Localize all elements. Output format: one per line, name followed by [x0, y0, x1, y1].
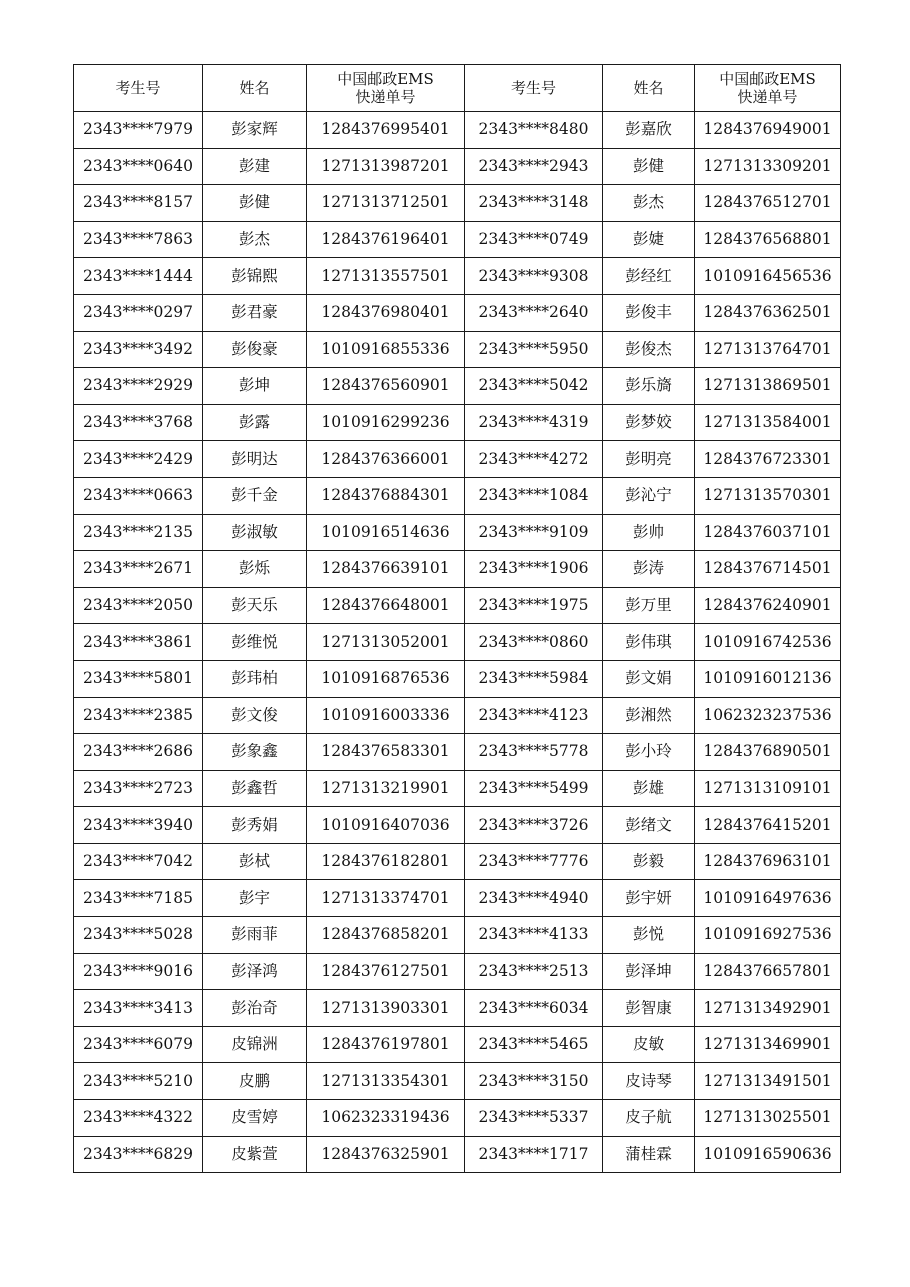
name-cell: 彭明达 — [203, 441, 307, 478]
table-row — [74, 807, 841, 844]
exam-id-cell: 2343****3940 — [74, 807, 203, 844]
ems-number-cell: 1284376583301 — [307, 734, 465, 771]
table-row — [74, 1136, 841, 1173]
name-cell: 彭俊丰 — [603, 294, 695, 331]
name-cell: 彭嘉欣 — [603, 112, 695, 149]
name-cell: 彭文娟 — [603, 660, 695, 697]
table-header — [74, 65, 841, 112]
exam-id-cell: 2343****0860 — [465, 624, 603, 661]
table-row — [74, 1026, 841, 1063]
exam-id-cell: 2343****0640 — [74, 148, 203, 185]
ems-number-cell: 1010916855336 — [307, 331, 465, 368]
ems-number-cell: 1284376037101 — [695, 514, 841, 551]
table-row — [74, 917, 841, 954]
ems-number-cell: 1284376240901 — [695, 587, 841, 624]
ems-number-cell: 1271313869501 — [695, 368, 841, 405]
exam-id-cell: 2343****5499 — [465, 770, 603, 807]
exam-id-cell: 2343****6079 — [74, 1026, 203, 1063]
header-ems-number — [695, 65, 841, 112]
name-cell: 彭绪文 — [603, 807, 695, 844]
ems-number-cell: 1284376127501 — [307, 953, 465, 990]
table-row — [74, 587, 841, 624]
name-cell: 彭万里 — [603, 587, 695, 624]
exam-id-cell: 2343****1975 — [465, 587, 603, 624]
ems-number-cell: 1271313374701 — [307, 880, 465, 917]
ems-number-cell: 1010916742536 — [695, 624, 841, 661]
table-row — [74, 843, 841, 880]
header-ems-line2: 快递单号 — [737, 88, 798, 106]
exam-id-cell: 2343****2929 — [74, 368, 203, 405]
table-row — [74, 551, 841, 588]
name-cell: 彭梦姣 — [603, 404, 695, 441]
name-cell: 彭经红 — [603, 258, 695, 295]
exam-id-cell: 2343****4940 — [465, 880, 603, 917]
exam-id-cell: 2343****1717 — [465, 1136, 603, 1173]
table-row — [74, 953, 841, 990]
table-body — [74, 112, 841, 1173]
ems-number-cell: 1284376568801 — [695, 221, 841, 258]
ems-number-cell: 1284376560901 — [307, 368, 465, 405]
table-row — [74, 148, 841, 185]
ems-number-cell: 1284376196401 — [307, 221, 465, 258]
exam-id-cell: 2343****9016 — [74, 953, 203, 990]
exam-id-cell: 2343****4319 — [465, 404, 603, 441]
exam-id-cell: 2343****3726 — [465, 807, 603, 844]
ems-number-cell: 1010916407036 — [307, 807, 465, 844]
name-cell: 彭家辉 — [203, 112, 307, 149]
ems-number-cell: 1010916299236 — [307, 404, 465, 441]
table-row — [74, 1100, 841, 1137]
exam-id-cell: 2343****5465 — [465, 1026, 603, 1063]
exam-id-cell: 2343****2943 — [465, 148, 603, 185]
ems-number-cell: 1271313712501 — [307, 185, 465, 222]
exam-id-cell: 2343****7863 — [74, 221, 203, 258]
name-cell: 彭坤 — [203, 368, 307, 405]
ems-number-cell: 1284376362501 — [695, 294, 841, 331]
name-cell: 皮鹏 — [203, 1063, 307, 1100]
exam-id-cell: 2343****2513 — [465, 953, 603, 990]
exam-id-cell: 2343****7185 — [74, 880, 203, 917]
name-cell: 彭乐旖 — [603, 368, 695, 405]
exam-id-cell: 2343****5337 — [465, 1100, 603, 1137]
table-row — [74, 514, 841, 551]
name-cell: 彭泽鸿 — [203, 953, 307, 990]
ems-number-cell: 1284376963101 — [695, 843, 841, 880]
table-row — [74, 660, 841, 697]
exam-id-cell: 2343****3413 — [74, 990, 203, 1027]
name-cell: 彭泽坤 — [603, 953, 695, 990]
ems-number-cell: 1271313570301 — [695, 477, 841, 514]
ems-number-cell: 1284376858201 — [307, 917, 465, 954]
name-cell: 彭君豪 — [203, 294, 307, 331]
ems-number-cell: 1010916456536 — [695, 258, 841, 295]
ems-number-cell: 1010916876536 — [307, 660, 465, 697]
name-cell: 皮锦洲 — [203, 1026, 307, 1063]
ems-number-cell: 1271313903301 — [307, 990, 465, 1027]
ems-number-cell: 1271313052001 — [307, 624, 465, 661]
name-cell: 彭健 — [603, 148, 695, 185]
exam-id-cell: 2343****4133 — [465, 917, 603, 954]
exam-id-cell: 2343****7979 — [74, 112, 203, 149]
ems-number-cell: 1271313109101 — [695, 770, 841, 807]
ems-number-cell: 1010916927536 — [695, 917, 841, 954]
exam-id-cell: 2343****0663 — [74, 477, 203, 514]
name-cell: 彭烁 — [203, 551, 307, 588]
header-ems-line1: 中国邮政EMS — [337, 70, 434, 88]
exam-id-cell: 2343****0749 — [465, 221, 603, 258]
name-cell: 彭雄 — [603, 770, 695, 807]
ems-number-cell: 1271313764701 — [695, 331, 841, 368]
exam-id-cell: 2343****3768 — [74, 404, 203, 441]
exam-id-cell: 2343****5950 — [465, 331, 603, 368]
ems-number-cell: 1271313219901 — [307, 770, 465, 807]
exam-id-cell: 2343****1906 — [465, 551, 603, 588]
ems-number-cell: 1010916514636 — [307, 514, 465, 551]
table-row — [74, 990, 841, 1027]
table-row — [74, 477, 841, 514]
ems-number-cell: 1010916003336 — [307, 697, 465, 734]
exam-id-cell: 2343****3492 — [74, 331, 203, 368]
name-cell: 彭雨菲 — [203, 917, 307, 954]
name-cell: 彭天乐 — [203, 587, 307, 624]
name-cell: 彭治奇 — [203, 990, 307, 1027]
ems-tracking-table — [73, 64, 841, 1173]
table-row — [74, 112, 841, 149]
ems-number-cell: 1284376980401 — [307, 294, 465, 331]
exam-id-cell: 2343****7776 — [465, 843, 603, 880]
exam-id-cell: 2343****5210 — [74, 1063, 203, 1100]
name-cell: 彭帅 — [603, 514, 695, 551]
name-cell: 彭维悦 — [203, 624, 307, 661]
exam-id-cell: 2343****8157 — [74, 185, 203, 222]
exam-id-cell: 2343****2671 — [74, 551, 203, 588]
exam-id-cell: 2343****3861 — [74, 624, 203, 661]
table-row — [74, 331, 841, 368]
name-cell: 皮紫萱 — [203, 1136, 307, 1173]
exam-id-cell: 2343****2050 — [74, 587, 203, 624]
name-cell: 彭智康 — [603, 990, 695, 1027]
name-cell: 皮雪婷 — [203, 1100, 307, 1137]
name-cell: 彭宇 — [203, 880, 307, 917]
ems-number-cell: 1284376995401 — [307, 112, 465, 149]
table-row — [74, 258, 841, 295]
exam-id-cell: 2343****2135 — [74, 514, 203, 551]
table-row — [74, 441, 841, 478]
name-cell: 彭沁宁 — [603, 477, 695, 514]
ems-number-cell: 1010916590636 — [695, 1136, 841, 1173]
header-ems-line1: 中国邮政EMS — [719, 70, 816, 88]
exam-id-cell: 2343****2640 — [465, 294, 603, 331]
table-row — [74, 624, 841, 661]
exam-id-cell: 2343****2429 — [74, 441, 203, 478]
name-cell: 彭健 — [203, 185, 307, 222]
ems-number-cell: 1284376884301 — [307, 477, 465, 514]
ems-number-cell: 1010916012136 — [695, 660, 841, 697]
exam-id-cell: 2343****6034 — [465, 990, 603, 1027]
header-ems-line2: 快递单号 — [355, 88, 416, 106]
table-row — [74, 404, 841, 441]
ems-number-cell: 1062323319436 — [307, 1100, 465, 1137]
exam-id-cell: 2343****1084 — [465, 477, 603, 514]
name-cell: 彭悦 — [603, 917, 695, 954]
name-cell: 彭秀娟 — [203, 807, 307, 844]
name-cell: 彭象鑫 — [203, 734, 307, 771]
ems-number-cell: 1271313557501 — [307, 258, 465, 295]
ems-number-cell: 1284376639101 — [307, 551, 465, 588]
exam-id-cell: 2343****0297 — [74, 294, 203, 331]
table-row — [74, 185, 841, 222]
name-cell: 彭俊豪 — [203, 331, 307, 368]
name-cell: 彭婕 — [603, 221, 695, 258]
exam-id-cell: 2343****4322 — [74, 1100, 203, 1137]
name-cell: 彭小玲 — [603, 734, 695, 771]
ems-number-cell: 1284376512701 — [695, 185, 841, 222]
name-cell: 彭玮柏 — [203, 660, 307, 697]
ems-number-cell: 1062323237536 — [695, 697, 841, 734]
table-row — [74, 221, 841, 258]
ems-number-cell: 1271313469901 — [695, 1026, 841, 1063]
ems-number-cell: 1271313491501 — [695, 1063, 841, 1100]
table-row — [74, 770, 841, 807]
table-row — [74, 880, 841, 917]
name-cell: 彭涛 — [603, 551, 695, 588]
exam-id-cell: 2343****3148 — [465, 185, 603, 222]
exam-id-cell: 2343****8480 — [465, 112, 603, 149]
name-cell: 皮诗琴 — [603, 1063, 695, 1100]
name-cell: 彭杰 — [203, 221, 307, 258]
ems-number-cell: 1284376366001 — [307, 441, 465, 478]
name-cell: 彭露 — [203, 404, 307, 441]
exam-id-cell: 2343****1444 — [74, 258, 203, 295]
name-cell: 皮子航 — [603, 1100, 695, 1137]
name-cell: 彭伟琪 — [603, 624, 695, 661]
name-cell: 彭鑫哲 — [203, 770, 307, 807]
name-cell: 彭文俊 — [203, 697, 307, 734]
table-row — [74, 1063, 841, 1100]
exam-id-cell: 2343****7042 — [74, 843, 203, 880]
ems-number-cell: 1271313354301 — [307, 1063, 465, 1100]
exam-id-cell: 2343****5028 — [74, 917, 203, 954]
ems-number-cell: 1271313987201 — [307, 148, 465, 185]
name-cell: 彭杰 — [603, 185, 695, 222]
name-cell: 彭明亮 — [603, 441, 695, 478]
exam-id-cell: 2343****5984 — [465, 660, 603, 697]
name-cell: 彭湘然 — [603, 697, 695, 734]
exam-id-cell: 2343****2385 — [74, 697, 203, 734]
ems-number-cell: 1284376415201 — [695, 807, 841, 844]
name-cell: 彭宇妍 — [603, 880, 695, 917]
table-row — [74, 368, 841, 405]
table-row — [74, 697, 841, 734]
ems-number-cell: 1284376648001 — [307, 587, 465, 624]
name-cell: 彭栻 — [203, 843, 307, 880]
ems-number-cell: 1284376182801 — [307, 843, 465, 880]
exam-id-cell: 2343****2723 — [74, 770, 203, 807]
ems-number-cell: 1284376325901 — [307, 1136, 465, 1173]
name-cell: 彭建 — [203, 148, 307, 185]
header-exam-id: 考生号 — [74, 65, 203, 112]
name-cell: 彭俊杰 — [603, 331, 695, 368]
name-cell: 彭毅 — [603, 843, 695, 880]
header-ems-number — [307, 65, 465, 112]
name-cell: 皮敏 — [603, 1026, 695, 1063]
ems-number-cell: 1284376714501 — [695, 551, 841, 588]
exam-id-cell: 2343****4123 — [465, 697, 603, 734]
ems-number-cell: 1271313584001 — [695, 404, 841, 441]
header-name: 姓名 — [203, 65, 307, 112]
ems-number-cell: 1284376657801 — [695, 953, 841, 990]
ems-number-cell: 1284376890501 — [695, 734, 841, 771]
name-cell: 彭千金 — [203, 477, 307, 514]
exam-id-cell: 2343****5801 — [74, 660, 203, 697]
header-name: 姓名 — [603, 65, 695, 112]
exam-id-cell: 2343****4272 — [465, 441, 603, 478]
ems-number-cell: 1284376723301 — [695, 441, 841, 478]
ems-number-cell: 1271313025501 — [695, 1100, 841, 1137]
ems-number-cell: 1271313309201 — [695, 148, 841, 185]
exam-id-cell: 2343****2686 — [74, 734, 203, 771]
table-row — [74, 734, 841, 771]
table-row — [74, 294, 841, 331]
ems-number-cell: 1010916497636 — [695, 880, 841, 917]
exam-id-cell: 2343****5778 — [465, 734, 603, 771]
exam-id-cell: 2343****6829 — [74, 1136, 203, 1173]
name-cell: 彭淑敏 — [203, 514, 307, 551]
exam-id-cell: 2343****9109 — [465, 514, 603, 551]
header-exam-id: 考生号 — [465, 65, 603, 112]
ems-number-cell: 1271313492901 — [695, 990, 841, 1027]
ems-number-cell: 1284376197801 — [307, 1026, 465, 1063]
header-row — [74, 65, 841, 112]
exam-id-cell: 2343****5042 — [465, 368, 603, 405]
exam-id-cell: 2343****9308 — [465, 258, 603, 295]
ems-number-cell: 1284376949001 — [695, 112, 841, 149]
name-cell: 彭锦熙 — [203, 258, 307, 295]
name-cell: 蒲桂霖 — [603, 1136, 695, 1173]
exam-id-cell: 2343****3150 — [465, 1063, 603, 1100]
